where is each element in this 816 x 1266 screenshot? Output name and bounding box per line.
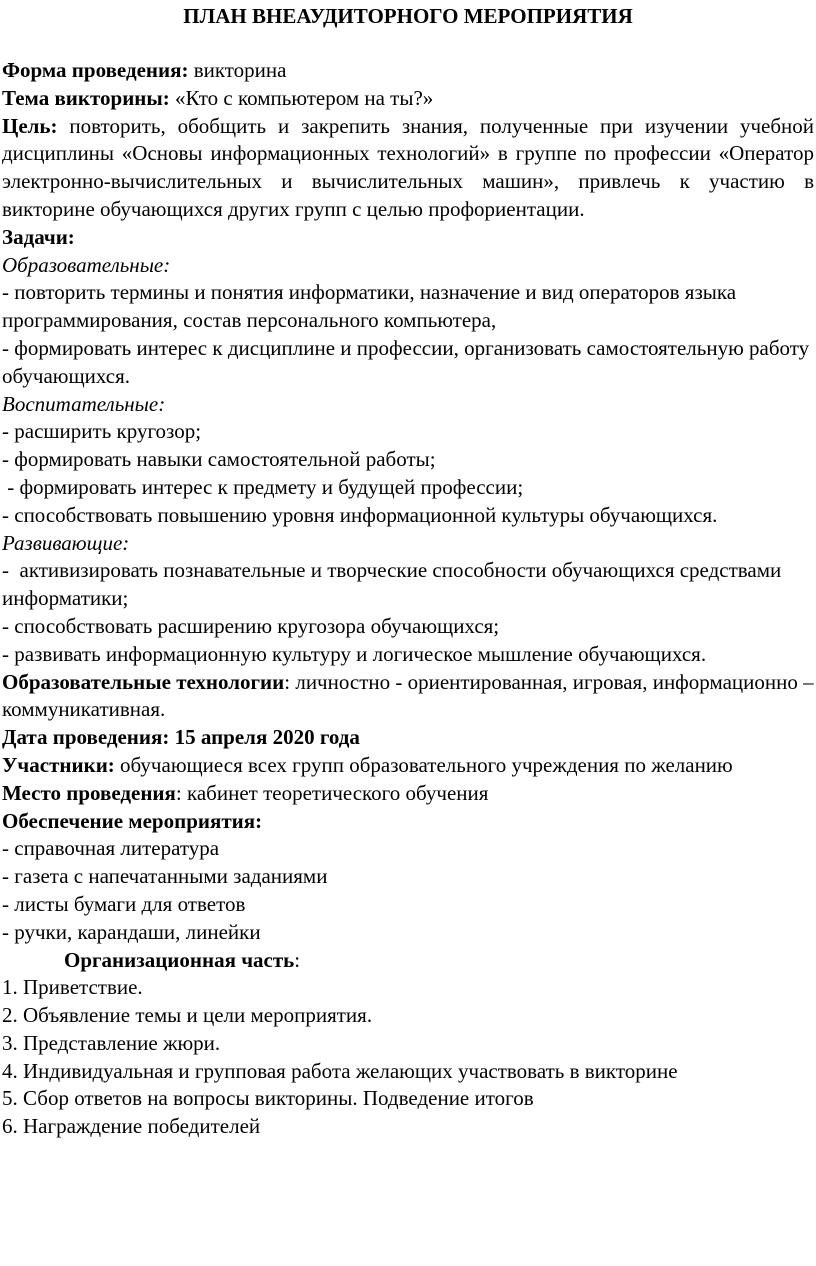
theme-line [2,85,814,113]
developing-item: - способствовать расширению кругозора обучающихся; [2,613,500,638]
theme-value: «Кто с компьютером на ты?» [169,85,434,110]
tasks-heading-text: Задачи: [2,224,75,249]
venue-value: : кабинет теоретического обучения [175,780,489,805]
theme-label: Тема викторины: [2,85,170,110]
supplies-heading-text: Обеспечение мероприятия: [2,808,263,833]
list-item: 1. Приветствие. [2,975,143,1000]
goal-paragraph [2,113,814,224]
supplies-item: - газета с напечатанными заданиями [2,864,328,889]
document-title: ПЛАН ВНЕАУДИТОРНОГО МЕРОПРИЯТИЯ [183,4,633,28]
upbringing-item: - формировать интерес к предмету и будущей профессии; [2,474,524,499]
educational-heading [2,252,814,280]
participants-value: обучающиеся всех групп образовательного учреждения по желанию [114,752,733,777]
upbringing-heading [2,391,814,419]
form-line [2,57,814,85]
list-item: 6. Награждение победителей [2,1114,261,1139]
supplies-item: - ручки, карандаши, линейки [2,919,261,944]
educational-item: - формировать интерес к дисциплине и профессии, организовать самостоятельную работу обучающихся. [2,335,810,388]
spacer [2,30,814,57]
participants-line [2,752,814,780]
supplies-item: - справочная литература [2,836,220,861]
list-item: 3. Представление жюри. [2,1030,221,1055]
org-part-heading [2,947,814,975]
date-text: Дата проведения: 15 апреля 2020 года [2,725,360,750]
supplies-heading [2,808,814,836]
form-label: Форма проведения: [2,58,189,82]
upbringing-heading-text: Воспитательные: [2,391,166,416]
form-value: викторина [188,58,287,82]
org-part-colon: : [294,947,301,972]
technologies-value: : личностно - ориентированная, игровая, информационно – коммуникативная. [2,669,814,722]
developing-heading-text: Развивающие: [2,530,130,555]
educational-heading-text: Образовательные: [2,252,171,277]
supplies-item: - листы бумаги для ответов [2,891,246,916]
technologies-line [2,669,814,725]
developing-item: - активизировать познавательные и творческие способности обучающихся средствами информатики; [2,558,787,611]
educational-item: - повторить термины и понятия информатики, назначение и вид операторов языка программирования, состав персонального компьютера, [2,280,737,333]
list-item: 2. Объявление темы и цели мероприятия. [2,1003,373,1028]
venue-line [2,780,814,808]
upbringing-item: - формировать навыки самостоятельной работы; [2,447,436,472]
date-line [2,724,814,752]
org-part-list [2,974,814,1141]
list-item: 4. Индивидуальная и групповая работа желающих участвовать в викторине [2,1058,678,1083]
org-part-heading-text: Организационная часть [64,947,295,972]
tasks-heading [2,224,814,252]
goal-label: Цель: [2,113,58,138]
list-item: 5. Сбор ответов на вопросы викторины. Подведение итогов [2,1086,534,1111]
technologies-label: Образовательные технологии [2,669,285,694]
goal-value: повторить, обобщить и закрепить знания, полученные при изучении учебной дисциплины «Основы информационных технологий» в группе по профессии «Оператор электронно-вычислительных и вычислительных машин», привлечь к участию в викторине обучающихся других групп с целью профориентации. [2,113,814,221]
upbringing-item: - расширить кругозор; [2,419,202,444]
developing-item: - развивать информационную культуру и логическое мышление обучающихся. [2,641,707,666]
developing-heading [2,530,814,558]
participants-label: Участники: [2,752,115,777]
upbringing-item: - способствовать повышению уровня информационной культуры обучающихся. [2,502,718,527]
venue-label: Место проведения [2,780,176,805]
